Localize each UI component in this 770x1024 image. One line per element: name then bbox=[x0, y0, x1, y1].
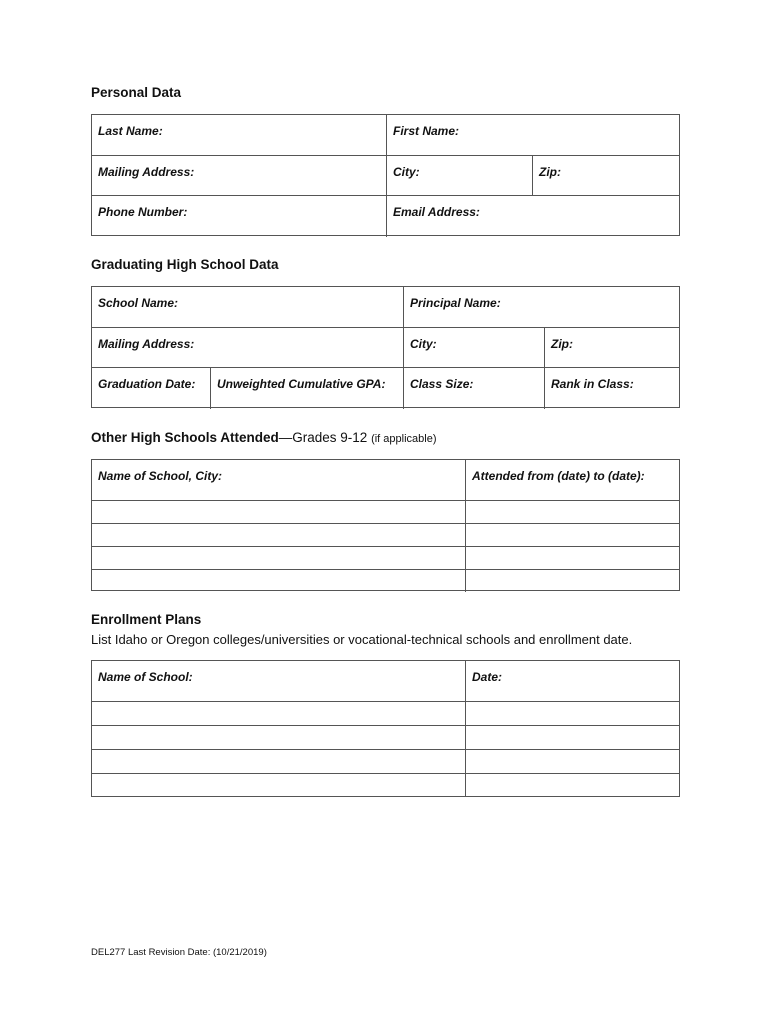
enrollment-date-cell[interactable] bbox=[465, 726, 679, 750]
principal-name-label: Principal Name: bbox=[410, 296, 501, 310]
class-size-field[interactable] bbox=[403, 368, 544, 409]
zip-field[interactable] bbox=[532, 156, 679, 196]
other-school-name-cell[interactable] bbox=[92, 501, 465, 524]
table-row bbox=[92, 195, 679, 237]
school-zip-label: Zip: bbox=[551, 337, 573, 351]
table-row bbox=[92, 569, 679, 592]
other-schools-heading-note: (if applicable) bbox=[371, 433, 437, 445]
phone-number-field[interactable] bbox=[92, 196, 386, 237]
class-size-label: Class Size: bbox=[410, 377, 474, 391]
personal-data-table bbox=[91, 114, 680, 236]
graduating-school-table bbox=[91, 286, 680, 408]
school-name-field[interactable] bbox=[92, 287, 403, 327]
other-school-dates-cell[interactable] bbox=[465, 570, 679, 592]
enrollment-school-name-header bbox=[92, 661, 465, 701]
other-school-dates-cell[interactable] bbox=[465, 524, 679, 547]
table-row bbox=[92, 115, 679, 155]
enrollment-date-cell[interactable] bbox=[465, 774, 679, 797]
enrollment-school-name-cell[interactable] bbox=[92, 702, 465, 726]
mailing-address-label: Mailing Address: bbox=[98, 165, 195, 179]
table-row bbox=[92, 523, 679, 547]
school-name-label: School Name: bbox=[98, 296, 179, 310]
table-row bbox=[92, 773, 679, 797]
phone-number-label: Phone Number: bbox=[98, 205, 188, 219]
table-row bbox=[92, 287, 679, 327]
enrollment-school-name-cell[interactable] bbox=[92, 750, 465, 774]
table-row bbox=[92, 460, 679, 500]
enrollment-school-name-cell[interactable] bbox=[92, 774, 465, 797]
gpa-label: Unweighted Cumulative GPA: bbox=[217, 377, 386, 391]
table-row bbox=[92, 327, 679, 368]
table-row bbox=[92, 367, 679, 409]
rank-in-class-field[interactable] bbox=[544, 368, 679, 409]
table-row bbox=[92, 155, 679, 196]
school-zip-field[interactable] bbox=[544, 328, 679, 368]
other-schools-heading-bold: Other High Schools Attended bbox=[91, 430, 279, 445]
other-school-name-label: Name of School, City: bbox=[98, 469, 223, 483]
last-name-field[interactable] bbox=[92, 115, 386, 155]
other-school-name-header bbox=[92, 460, 465, 500]
other-schools-heading-grades: —Grades 9-12 bbox=[278, 430, 368, 445]
enrollment-plans-heading: Enrollment Plans bbox=[91, 612, 202, 627]
other-school-name-cell[interactable] bbox=[92, 547, 465, 570]
enrollment-school-name-cell[interactable] bbox=[92, 726, 465, 750]
last-name-label: Last Name: bbox=[98, 124, 163, 138]
table-row bbox=[92, 661, 679, 701]
email-address-label: Email Address: bbox=[393, 205, 480, 219]
table-row bbox=[92, 725, 679, 750]
city-label: City: bbox=[393, 165, 420, 179]
enrollment-school-name-label: Name of School: bbox=[98, 670, 193, 684]
enrollment-plans-table bbox=[91, 660, 680, 797]
school-mailing-address-field[interactable] bbox=[92, 328, 403, 368]
revision-footer: DEL277 Last Revision Date: (10/21/2019) bbox=[91, 947, 267, 958]
personal-data-heading: Personal Data bbox=[91, 85, 182, 100]
other-school-dates-cell[interactable] bbox=[465, 547, 679, 570]
graduation-date-label: Graduation Date: bbox=[98, 377, 196, 391]
first-name-field[interactable] bbox=[386, 115, 679, 155]
other-school-dates-label: Attended from (date) to (date): bbox=[472, 469, 645, 483]
other-school-dates-header bbox=[465, 460, 679, 500]
enrollment-date-cell[interactable] bbox=[465, 750, 679, 774]
mailing-address-field[interactable] bbox=[92, 156, 386, 196]
school-city-field[interactable] bbox=[403, 328, 544, 368]
table-row bbox=[92, 500, 679, 524]
other-school-name-cell[interactable] bbox=[92, 524, 465, 547]
graduating-school-heading: Graduating High School Data bbox=[91, 257, 279, 272]
table-row bbox=[92, 749, 679, 774]
school-city-label: City: bbox=[410, 337, 437, 351]
other-schools-table bbox=[91, 459, 680, 591]
enrollment-date-header bbox=[465, 661, 679, 701]
other-school-name-cell[interactable] bbox=[92, 570, 465, 592]
city-field[interactable] bbox=[386, 156, 532, 196]
other-schools-heading bbox=[91, 430, 437, 445]
other-school-dates-cell[interactable] bbox=[465, 501, 679, 524]
zip-label: Zip: bbox=[539, 165, 561, 179]
table-row bbox=[92, 701, 679, 726]
email-address-field[interactable] bbox=[386, 196, 679, 237]
enrollment-date-cell[interactable] bbox=[465, 702, 679, 726]
graduation-date-field[interactable] bbox=[92, 368, 210, 409]
school-mailing-address-label: Mailing Address: bbox=[98, 337, 195, 351]
principal-name-field[interactable] bbox=[403, 287, 679, 327]
table-row bbox=[92, 546, 679, 570]
enrollment-date-label: Date: bbox=[472, 670, 503, 684]
gpa-field[interactable] bbox=[210, 368, 403, 409]
enrollment-instructions: List Idaho or Oregon colleges/universities or vocational-technical schools and enrollment date. bbox=[91, 632, 633, 647]
rank-in-class-label: Rank in Class: bbox=[551, 377, 634, 391]
first-name-label: First Name: bbox=[393, 124, 460, 138]
